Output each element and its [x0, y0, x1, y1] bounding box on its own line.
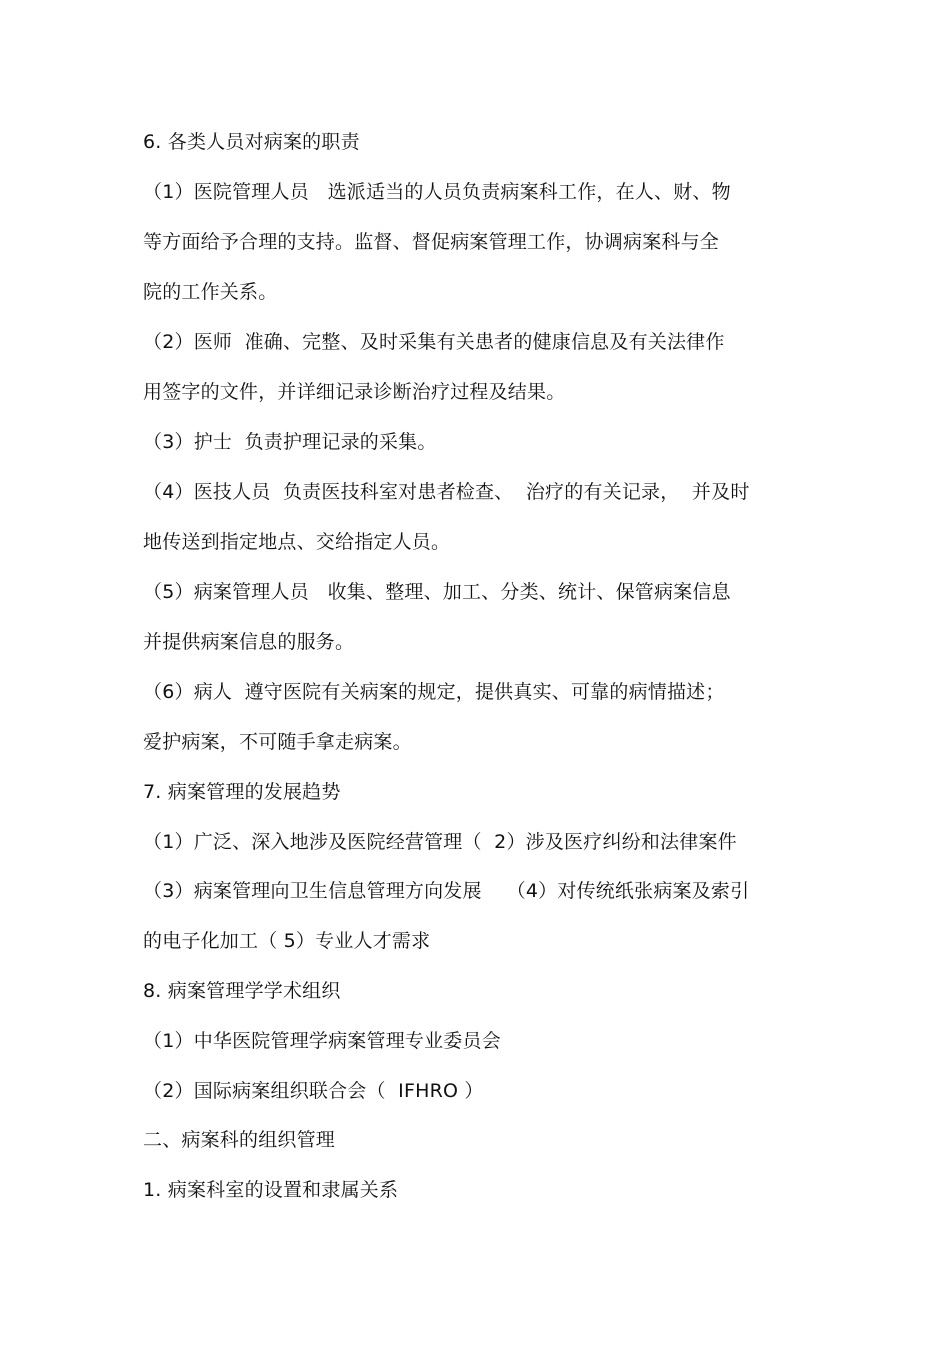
- paragraph-line: 用签字的文件，并详细记录诊断治疗过程及结果。: [143, 381, 566, 403]
- paragraph-line: 地传送到指定地点、交给指定人员。: [143, 531, 451, 553]
- paragraph-line: （4）医技人员 负责医技科室对患者检查、 治疗的有关记录， 并及时: [143, 481, 750, 503]
- paragraph-line: 等方面给予合理的支持。监督、督促病案管理工作，协调病案科与全: [143, 231, 720, 253]
- paragraph-line: 的电子化加工（ 5）专业人才需求: [143, 930, 431, 952]
- paragraph-line: （1）广泛、深入地涉及医院经营管理（ 2）涉及医疗纠纷和法律案件: [143, 831, 737, 853]
- paragraph-line: （3）病案管理向卫生信息管理方向发展 （4）对传统纸张病案及索引: [143, 880, 750, 902]
- paragraph-line: 并提供病案信息的服务。: [143, 631, 355, 653]
- paragraph-line: （1）医院管理人员 选派适当的人员负责病案科工作，在人、财、物: [143, 181, 731, 203]
- paragraph-line: 爱护病案，不可随手拿走病案。: [143, 731, 412, 753]
- paragraph-line: 院的工作关系。: [143, 281, 278, 303]
- section-heading-8: 8. 病案管理学学术组织: [143, 980, 341, 1002]
- paragraph-line: （3）护士 负责护理记录的采集。: [143, 431, 437, 453]
- paragraph-line: （2）医师 准确、完整、及时采集有关患者的健康信息及有关法律作: [143, 331, 725, 353]
- paragraph-line: （1）中华医院管理学病案管理专业委员会: [143, 1030, 501, 1052]
- section-heading-1: 1. 病案科室的设置和隶属关系: [143, 1179, 399, 1201]
- paragraph-line: （6）病人 遵守医院有关病案的规定，提供真实、可靠的病情描述；: [143, 681, 725, 703]
- section-heading-7: 7. 病案管理的发展趋势: [143, 781, 341, 803]
- chapter-heading: 二、病案科的组织管理: [143, 1129, 336, 1151]
- section-heading-6: 6. 各类人员对病案的职责: [143, 131, 360, 153]
- paragraph-line: （2）国际病案组织联合会（ IFHRO ）: [143, 1080, 484, 1102]
- paragraph-line: （5）病案管理人员 收集、整理、加工、分类、统计、保管病案信息: [143, 581, 731, 603]
